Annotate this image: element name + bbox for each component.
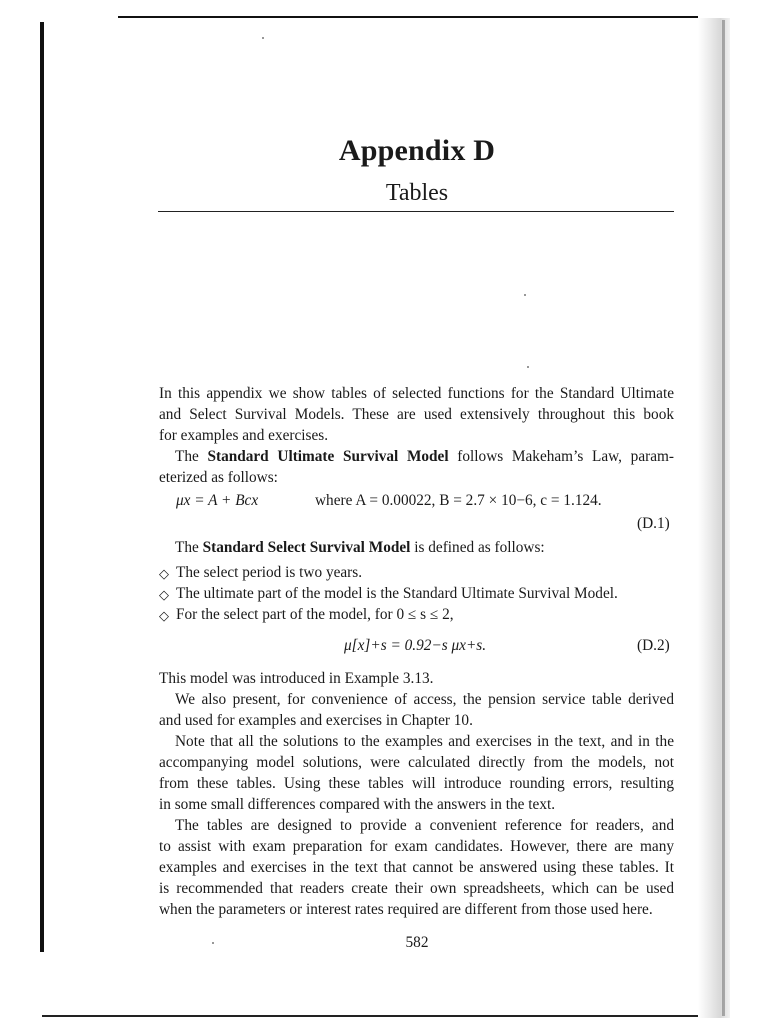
- bullet-marker: ◇: [159, 566, 169, 581]
- scan-right-border: [722, 20, 725, 1016]
- appendix-subtitle: Tables: [385, 180, 449, 206]
- equation-d2-label: (D.2): [637, 637, 670, 654]
- design-line: is recommended that readers create their own spreadsheets, which can be used: [159, 880, 674, 897]
- text-run: The: [175, 539, 203, 556]
- bullet-item: The ultimate part of the model is the Standard Ultimate Survival Model.: [176, 585, 618, 602]
- scan-speck: [262, 37, 264, 39]
- scan-page-edge-shadow: [698, 18, 730, 1018]
- select-model-line: [159, 537, 674, 558]
- equation-d1-parameters: where A = 0.00022, B = 2.7 × 10−6, c = 1.124.: [315, 492, 602, 509]
- equation-d1-label: (D.1): [637, 515, 670, 532]
- bullet-marker: ◇: [159, 608, 169, 623]
- appendix-title: Appendix D: [338, 134, 496, 167]
- title-rule: [158, 211, 674, 212]
- note-line: from these tables. Using these tables will introduce rounding errors, resulting: [159, 775, 674, 792]
- design-line: when the parameters or interest rates required are different from those used here.: [159, 901, 653, 918]
- text-run: is defined as follows:: [410, 539, 545, 556]
- pension-line: and used for examples and exercises in Chapter 10.: [159, 712, 473, 729]
- text-run: The: [175, 448, 208, 465]
- design-line: examples and exercises in the text that cannot be answered using these tables. It: [159, 859, 674, 876]
- scan-bottom-border: [42, 1015, 722, 1017]
- pension-line: We also present, for convenience of access, the pension service table derived: [175, 691, 674, 708]
- note-line: in some small differences compared with the answers in the text.: [159, 796, 556, 813]
- design-line: to assist with exam preparation for exam candidates. However, there are many: [159, 838, 674, 855]
- text-run: follows Makeham’s Law, param-: [448, 448, 674, 465]
- page-number: 582: [405, 934, 429, 951]
- bullet-item: The select period is two years.: [176, 564, 363, 581]
- intro-line: for examples and exercises.: [159, 427, 329, 444]
- equation-d2-formula: μ[x]+s = 0.92−s μx+s.: [344, 637, 487, 654]
- design-line: The tables are designed to provide a convenient reference for readers, and: [175, 817, 674, 834]
- bullet-item: For the select part of the model, for 0 ≤ s ≤ 2,: [176, 606, 454, 623]
- scan-speck: [527, 366, 529, 368]
- ultimate-model-term: Standard Ultimate Survival Model: [207, 448, 449, 465]
- intro-line: and Select Survival Models. These are used extensively throughout this book: [159, 406, 674, 423]
- equation-d1-lhs: μx = A + Bcx: [176, 492, 259, 509]
- intro-line: In this appendix we show tables of selected functions for the Standard Ultimate: [159, 385, 674, 402]
- scan-speck: [524, 294, 526, 296]
- select-model-term: Standard Select Survival Model: [202, 539, 411, 556]
- model-intro-line: This model was introduced in Example 3.13.: [159, 670, 434, 687]
- note-line: accompanying model solutions, were calculated directly from the models, not: [159, 754, 674, 771]
- ultimate-model-line: [159, 446, 674, 467]
- note-line: Note that all the solutions to the examples and exercises in the text, and in the: [175, 733, 674, 750]
- ultimate-model-line: eterized as follows:: [159, 469, 278, 486]
- scan-top-border: [118, 16, 698, 18]
- bullet-marker: ◇: [159, 587, 169, 602]
